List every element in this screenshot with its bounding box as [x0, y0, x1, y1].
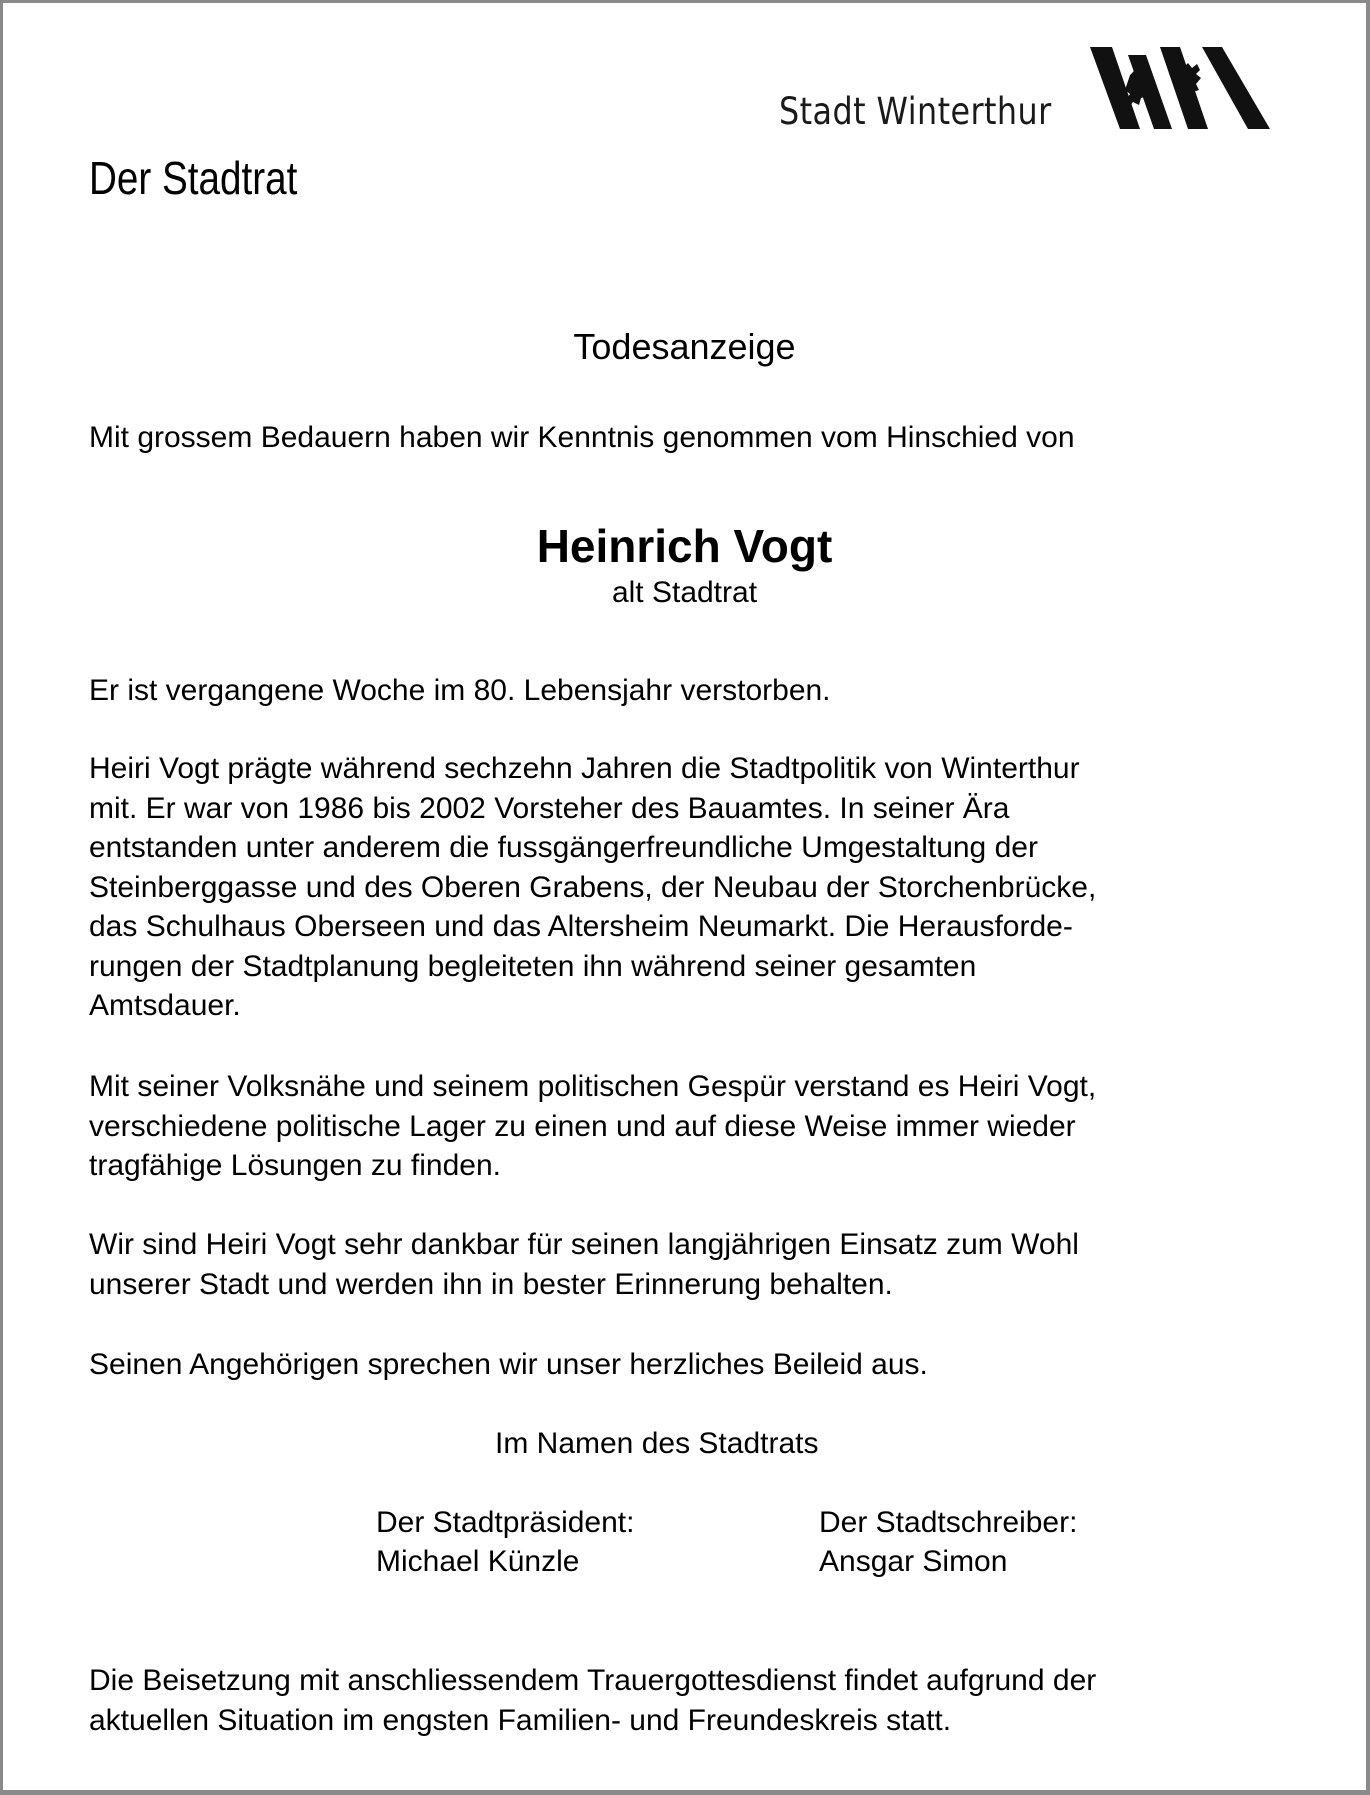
- text-line: Die Beisetzung mit anschliessendem Trauergottesdienst findet aufgrund der: [89, 1664, 1097, 1697]
- deceased-role: alt Stadtrat: [611, 576, 758, 609]
- notice-title: Todesanzeige: [573, 326, 796, 367]
- text-line: verschiedene politische Lager zu einen und auf diese Weise immer wieder: [89, 1109, 1076, 1143]
- on-behalf-text: Im Namen des Stadtrats: [495, 1427, 819, 1460]
- text-line: rungen der Stadtplanung begleiteten ihn während seiner gesamten: [89, 949, 977, 983]
- paragraph-1: [89, 671, 831, 711]
- paragraph-2: [89, 749, 1096, 1026]
- text-line: entstanden unter anderem die fussgängerfreundliche Umgestaltung der: [89, 831, 1038, 864]
- paragraph-5: [89, 1345, 928, 1385]
- text-line: Er ist vergangene Woche im 80. Lebensjahr verstorben.: [89, 674, 831, 707]
- signatory-president: [376, 1503, 634, 1581]
- signatory-name: Michael Künzle: [376, 1545, 580, 1578]
- signatory-clerk: [819, 1503, 1077, 1581]
- text-line: aktuellen Situation im engsten Familien- und Freundeskreis statt.: [89, 1703, 952, 1737]
- department-title: Der Stadtrat: [89, 152, 298, 204]
- intro-text: Mit grossem Bedauern haben wir Kenntnis genommen vom Hinschied von: [89, 421, 1075, 454]
- signatory-name: Ansgar Simon: [819, 1545, 1008, 1578]
- signatory-role: Der Stadtschreiber:: [819, 1506, 1078, 1539]
- signatory-role: Der Stadtpräsident:: [376, 1506, 635, 1539]
- text-line: Mit seiner Volksnähe und seinem politischen Gespür verstand es Heiri Vogt,: [89, 1070, 1097, 1103]
- paragraph-4: [89, 1225, 1079, 1304]
- text-line: Steinberggasse und des Oberen Grabens, der Neubau der Storchenbrücke,: [89, 870, 1097, 904]
- paragraph-3: [89, 1067, 1096, 1186]
- text-line: Amtsdauer.: [89, 989, 241, 1022]
- text-line: Heiri Vogt prägte während sechzehn Jahren die Stadtpolitik von Winterthur: [89, 752, 1080, 785]
- winterthur-coat-of-arms-icon: [1090, 47, 1270, 129]
- text-line: tragfähige Lösungen zu finden.: [89, 1149, 501, 1182]
- deceased-name: Heinrich Vogt: [536, 520, 833, 572]
- document-page: [3, 3, 1366, 1790]
- text-line: das Schulhaus Oberseen und das Altersheim Neumarkt. Die Herausforde-: [89, 910, 1073, 943]
- text-line: unserer Stadt und werden ihn in bester Erinnerung behalten.: [89, 1267, 893, 1301]
- text-line: Seinen Angehörigen sprechen wir unser herzliches Beileid aus.: [89, 1348, 928, 1381]
- logo-text: Stadt Winterthur: [779, 90, 1052, 133]
- text-line: mit. Er war von 1986 bis 2002 Vorsteher des Bauamtes. In seiner Ära: [89, 791, 1010, 825]
- funeral-note: [89, 1661, 1096, 1740]
- text-line: Wir sind Heiri Vogt sehr dankbar für seinen langjährigen Einsatz zum Wohl: [89, 1228, 1079, 1261]
